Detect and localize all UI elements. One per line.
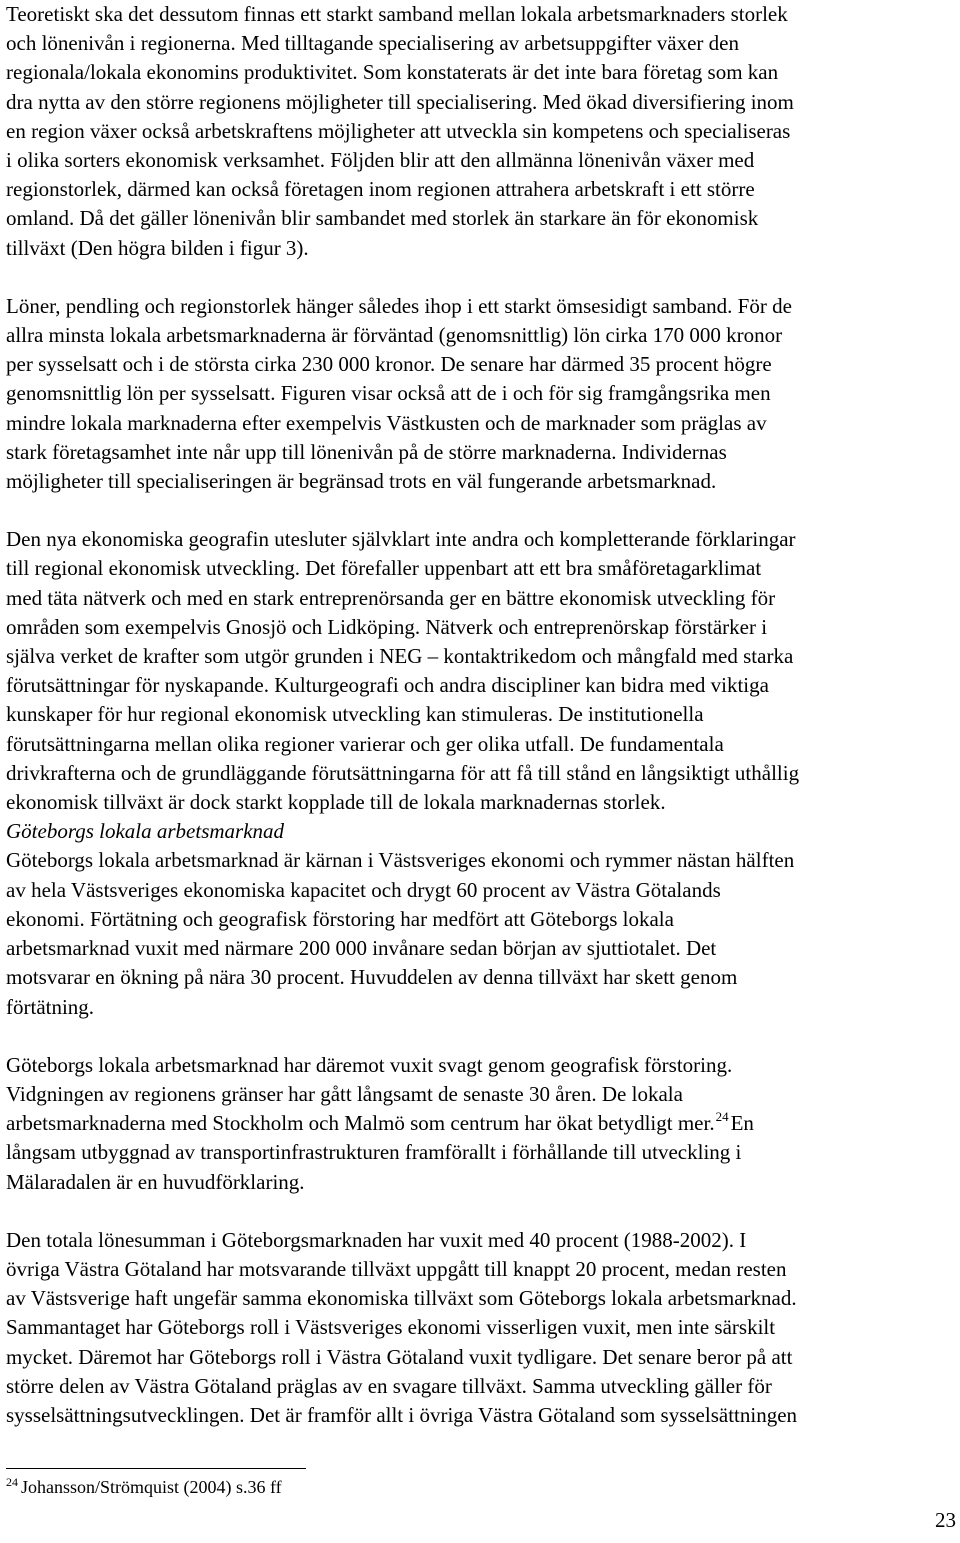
paragraph-total-wages: Den totala lönesumman i Göteborgsmarknaden har vuxit med 40 procent (1988-2002). I övriga Västra Götaland har motsvarande tillväxt uppgått till knappt 20 procent, medan resten av Västsverige haft ungefär samma ekonomiska tillväxt som Göteborgs lokala arbetsmarknad. Sammantaget har Göteborgs roll i Västsveriges ekonomi visserligen vuxit, men inte särskilt mycket. Däremot har Göteborgs roll i Västra Götaland vuxit tydligare. Det senare beror på att större delen av Västra Götaland präglas av en svagare tillväxt. Samma utveckling gäller för sysselsättningsutvecklingen. Det är framför allt i övriga Västra Götaland som sysselsättningen (6, 1227, 798, 1427)
section-heading: Göteborgs lokala arbetsmarknad (6, 819, 285, 844)
paragraph-wage-level: Teoretiskt ska det dessutom finnas ett starkt samband mellan lokala arbetsmarknaders storlek och lönenivån i regionerna. Med tilltagande specialisering av arbetsuppgifter växer den regionala/lokala ekonomins produktivitet. Som konstaterats är det inte bara företag som kan dra nytta av den större regionens möjligheter till specialisering. Med ökad diversifiering inom en region växer också arbetskraftens möjligheter att utveckla sin kompetens och specialiseras i olika sorters ekonomisk verksamhet. Följden blir att den allmänna lönenivån växer med regionstorlek, därmed kan också företagen inom regionen attrahera arbetskraft i ett större omland. Då det gäller lönenivån blir sambandet med storlek än starkare än för ekonomisk tillväxt (Den högra bilden i figur 3). (6, 2, 794, 260)
page-number: 23 (935, 1508, 956, 1532)
paragraph-text-before-ref: Göteborgs lokala arbetsmarknad har däremot vuxit svagt genom geografisk förstoring. Vidgningen av regionens gränser har gått långsamt de senaste 30 åren. De lokala arbetsmarknaderna med Stockholm och Malmö som centrum har ökat betydligt mer. (6, 1052, 733, 1136)
footnote (6, 1476, 282, 1498)
footnote-divider (6, 1468, 306, 1469)
paragraph-goteborg-core: Göteborgs lokala arbetsmarknad är kärnan i Västsveriges ekonomi och rymmer nästan hälften av hela Västsveriges ekonomiska kapacitet och drygt 60 procent av Västra Götalands ekonomi. Förtätning och geografisk förstoring har medfört att Göteborgs lokala arbetsmarknad vuxit med närmare 200 000 invånare sedan början av sjuttiotalet. Det motsvarar en ökning på nära 30 procent. Huvuddelen av denna tillväxt har skett genom förtätning. (6, 848, 795, 1019)
paragraph-wages-commuting: Löner, pendling och regionstorlek hänger således ihop i ett starkt ömsesidigt samband. För de allra minsta lokala arbetsmarknaderna är förväntad (genomsnittlig) lön cirka 170 000 kronor per sysselsatt och i de största cirka 230 000 kronor. De senare har därmed 35 procent högre genomsnittlig lön per sysselsatt. Figuren visar också att de i och för sig framgångsrika men mindre lokala marknaderna efter exempelvis Västkusten och de marknader som präglas av stark företagsamhet inte når upp till lönenivån på de större marknaderna. Individernas möjligheter till specialiseringen är begränsad trots en väl fungerande arbetsmarknad. (6, 293, 792, 494)
footnote-text: Johansson/Strömquist (2004) s.36 ff (21, 1477, 282, 1497)
paragraph-new-economic-geography: Den nya ekonomiska geografin utesluter självklart inte andra och kompletterande förklaringar till regional ekonomisk utveckling. Det förefaller uppenbart att ett bra småföretagarklimat med täta nätverk och med en stark entreprenörsanda ger en bättre ekonomisk utveckling för områden som exempelvis Gnosjö och Lidköping. Nätverk och entreprenörskap förstärker i själva verket de krafter som utgör grunden i NEG – kontaktrikedom och mångfald med starka förutsättningar för nyskapande. Kulturgeografi och andra discipliner kan bidra med viktiga kunskaper för hur regional ekonomisk utveckling kan stimuleras. De institutionella förutsättningarna mellan olika regioner varierar och ger olika utfall. De fundamentala drivkrafterna och de grundläggande förutsättningarna för att få till stånd en långsiktigt uthållig ekonomisk tillväxt är dock starkt kopplade till de lokala marknadernas storlek. (6, 527, 800, 815)
document-body (6, 0, 956, 1430)
paragraph-geographic-enlargement (6, 1051, 956, 1197)
paragraph-text-after-ref: En långsam utbyggnad av transportinfrastrukturen framförallt i förhållande till utveckling i Mälaradalen är en huvudförklaring. (6, 1111, 754, 1194)
footnote-number: 24 (6, 1475, 18, 1489)
footnote-reference[interactable]: 24 (715, 1109, 729, 1125)
